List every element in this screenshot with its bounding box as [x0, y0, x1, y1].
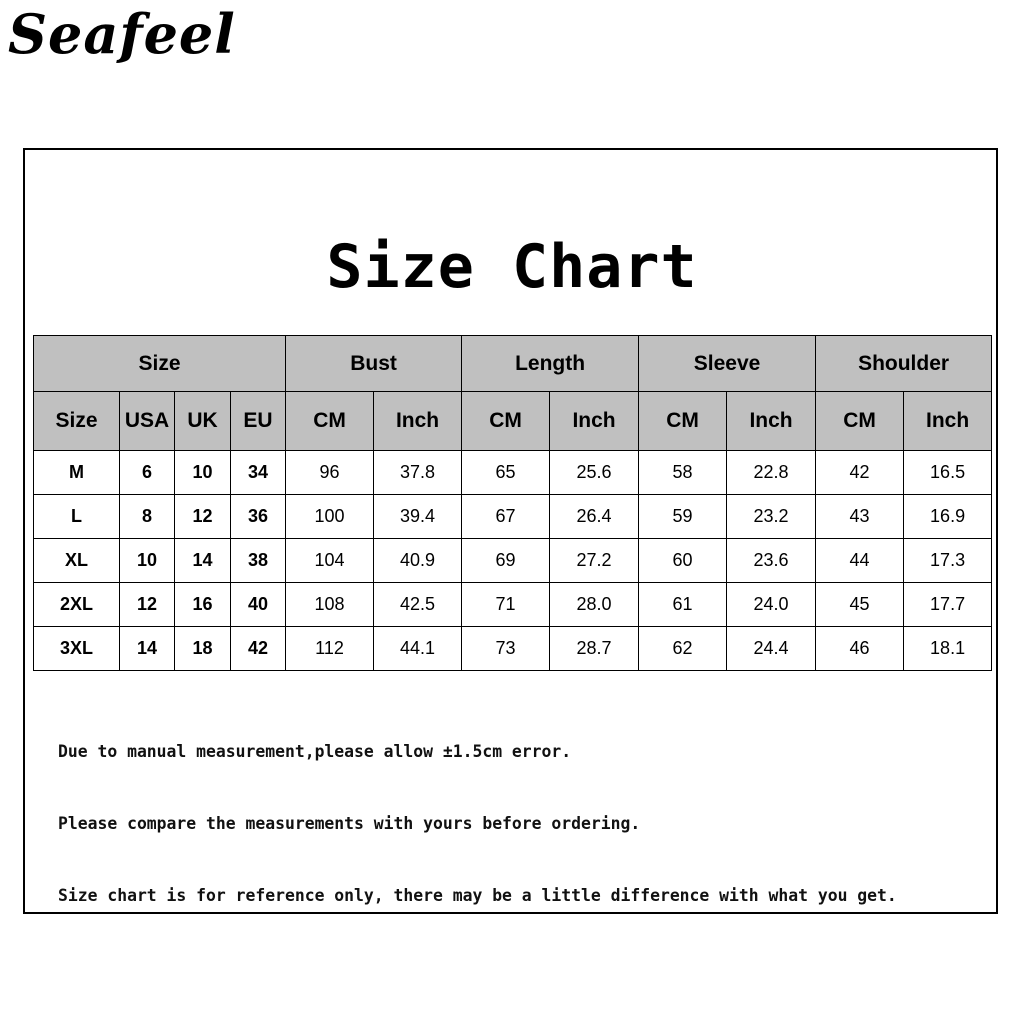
table-cell-uk: 18: [175, 627, 231, 671]
table-cell-size: M: [34, 451, 120, 495]
column-header-size: Size: [34, 392, 120, 451]
table-cell-bust-cm: 112: [286, 627, 374, 671]
table-cell-bust-inch: 42.5: [374, 583, 462, 627]
column-header-length-cm: CM: [462, 392, 550, 451]
column-header-shoulder-cm: CM: [816, 392, 904, 451]
table-cell-size: 3XL: [34, 627, 120, 671]
table-cell-uk: 16: [175, 583, 231, 627]
table-cell-eu: 36: [231, 495, 286, 539]
table-cell-shoulder-inch: 17.7: [904, 583, 992, 627]
table-cell-sleeve-cm: 59: [639, 495, 727, 539]
group-header-row: [34, 336, 992, 392]
table-row: [34, 451, 992, 495]
note-line: Due to manual measurement,please allow ±1.5cm error.: [58, 742, 572, 761]
column-header-eu: EU: [231, 392, 286, 451]
table-cell-sleeve-inch: 23.6: [727, 539, 816, 583]
table-cell-length-cm: 73: [462, 627, 550, 671]
group-header-bust: Bust: [286, 336, 462, 392]
table-cell-shoulder-cm: 43: [816, 495, 904, 539]
table-cell-bust-cm: 108: [286, 583, 374, 627]
table-cell-length-cm: 71: [462, 583, 550, 627]
table-cell-shoulder-cm: 42: [816, 451, 904, 495]
table-cell-length-inch: 25.6: [550, 451, 639, 495]
table-cell-size: XL: [34, 539, 120, 583]
table-cell-usa: 14: [120, 627, 175, 671]
table-row: [34, 495, 992, 539]
table-cell-eu: 38: [231, 539, 286, 583]
column-header-row: [34, 392, 992, 451]
note-line: Please compare the measurements with yours before ordering.: [58, 814, 641, 833]
column-header-bust-cm: CM: [286, 392, 374, 451]
table-cell-eu: 40: [231, 583, 286, 627]
column-header-uk: UK: [175, 392, 231, 451]
note-line: Size chart is for reference only, there may be a little difference with what you get.: [58, 886, 897, 905]
table-cell-usa: 10: [120, 539, 175, 583]
table-cell-sleeve-inch: 22.8: [727, 451, 816, 495]
table-cell-length-cm: 67: [462, 495, 550, 539]
table-cell-shoulder-cm: 45: [816, 583, 904, 627]
column-header-sleeve-inch: Inch: [727, 392, 816, 451]
table-cell-length-cm: 69: [462, 539, 550, 583]
table-cell-shoulder-inch: 16.9: [904, 495, 992, 539]
table-cell-bust-inch: 37.8: [374, 451, 462, 495]
table-cell-sleeve-cm: 62: [639, 627, 727, 671]
notes: [58, 692, 897, 932]
table-cell-sleeve-inch: 24.0: [727, 583, 816, 627]
table-cell-uk: 12: [175, 495, 231, 539]
table-cell-usa: 12: [120, 583, 175, 627]
table-cell-sleeve-cm: 60: [639, 539, 727, 583]
table-row: [34, 539, 992, 583]
table-cell-usa: 6: [120, 451, 175, 495]
table-row: [34, 627, 992, 671]
table-cell-size: 2XL: [34, 583, 120, 627]
table-cell-shoulder-cm: 46: [816, 627, 904, 671]
table-cell-bust-inch: 44.1: [374, 627, 462, 671]
table-cell-length-inch: 28.0: [550, 583, 639, 627]
size-table: [33, 335, 992, 671]
column-header-bust-inch: Inch: [374, 392, 462, 451]
table-cell-length-cm: 65: [462, 451, 550, 495]
column-header-shoulder-inch: Inch: [904, 392, 992, 451]
table-cell-shoulder-inch: 18.1: [904, 627, 992, 671]
table-cell-bust-inch: 40.9: [374, 539, 462, 583]
table-cell-bust-inch: 39.4: [374, 495, 462, 539]
table-cell-length-inch: 26.4: [550, 495, 639, 539]
table-cell-uk: 10: [175, 451, 231, 495]
group-header-sleeve: Sleeve: [639, 336, 816, 392]
table-cell-bust-cm: 100: [286, 495, 374, 539]
table-cell-bust-cm: 104: [286, 539, 374, 583]
table-row: [34, 583, 992, 627]
table-cell-length-inch: 28.7: [550, 627, 639, 671]
column-header-sleeve-cm: CM: [639, 392, 727, 451]
table-cell-sleeve-inch: 23.2: [727, 495, 816, 539]
group-header-length: Length: [462, 336, 639, 392]
table-cell-shoulder-inch: 17.3: [904, 539, 992, 583]
group-header-shoulder: Shoulder: [816, 336, 992, 392]
table-cell-sleeve-cm: 58: [639, 451, 727, 495]
group-header-size: Size: [34, 336, 286, 392]
table-cell-size: L: [34, 495, 120, 539]
page-title: Size Chart: [326, 232, 698, 302]
column-header-usa: USA: [120, 392, 175, 451]
table-cell-uk: 14: [175, 539, 231, 583]
table-cell-usa: 8: [120, 495, 175, 539]
brand-logo: Seafeel: [8, 2, 236, 66]
table-cell-eu: 34: [231, 451, 286, 495]
table-cell-eu: 42: [231, 627, 286, 671]
table-cell-shoulder-inch: 16.5: [904, 451, 992, 495]
table-cell-sleeve-inch: 24.4: [727, 627, 816, 671]
column-header-length-inch: Inch: [550, 392, 639, 451]
table-cell-sleeve-cm: 61: [639, 583, 727, 627]
table-cell-shoulder-cm: 44: [816, 539, 904, 583]
table-cell-bust-cm: 96: [286, 451, 374, 495]
table-cell-length-inch: 27.2: [550, 539, 639, 583]
